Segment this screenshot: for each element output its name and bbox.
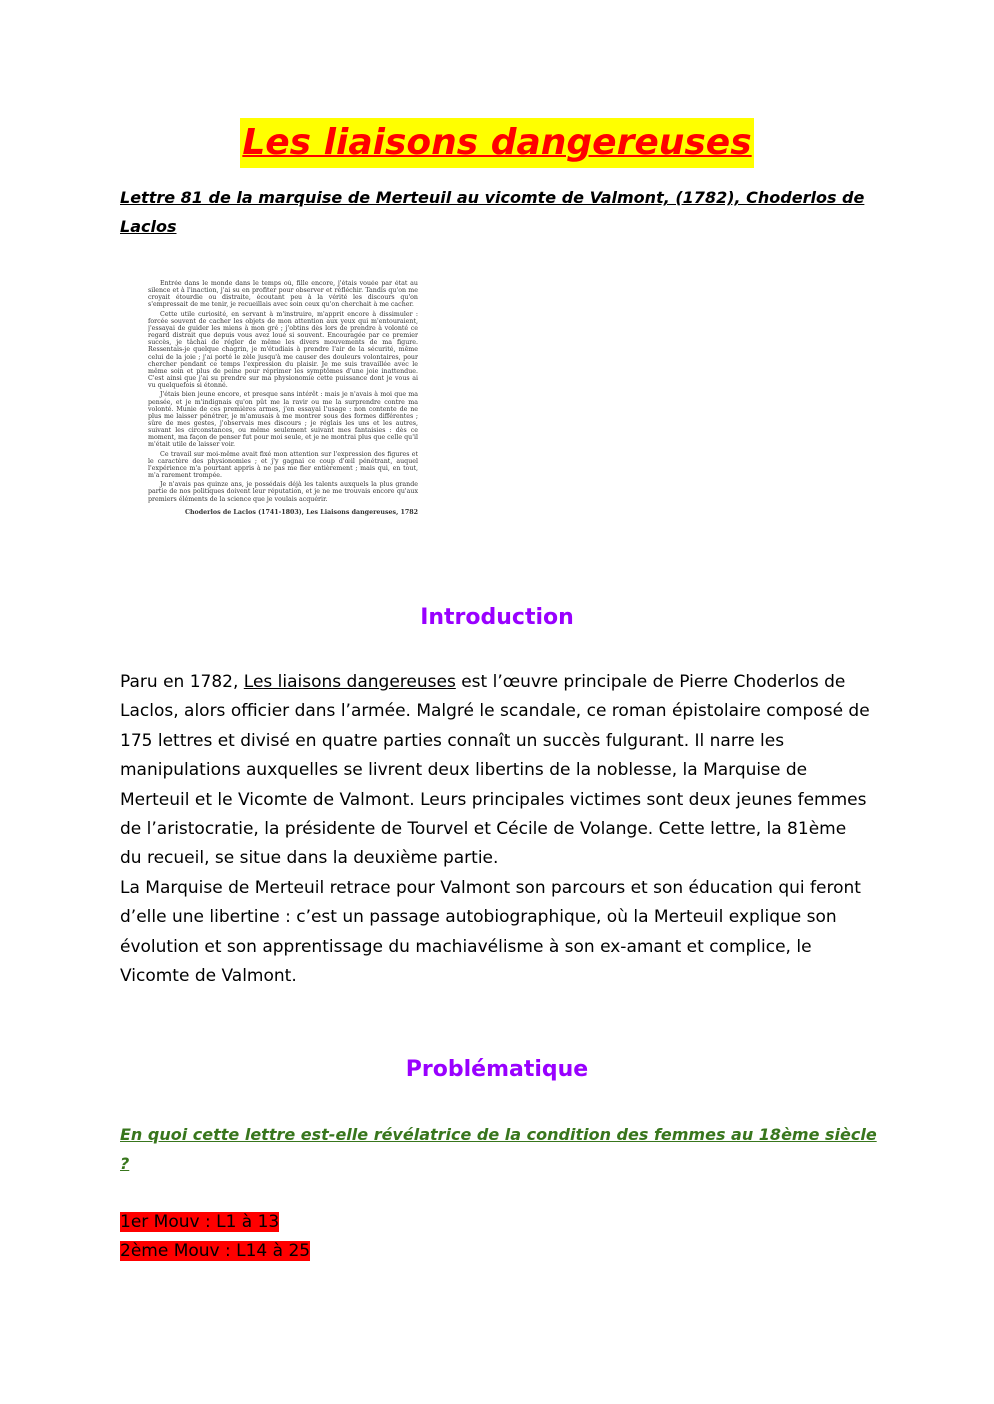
excerpt-paragraph: Cette utile curiosité, en servant à m'instruire, m'apprit encore à dissimuler : forcée souvent de cacher les objets de mon attention aux yeux qui m'entouraient, j'essayai de guider les miens à mon gré ; j'obtins dès lors de prendre à volonté ce regard distrait que depuis vous avez loué si souvent. Encouragée par ce premier succès, je tâchai de régler de même les divers mouvements de ma figure. Ressentais-je quelque chagrin, je m'étudiais à prendre l'air de la sécurité, même celui de la joie ; j'ai porté le zèle jusqu'à me causer des douleurs volontaires, pour chercher pendant ce temps l'expression du plaisir. Je me suis travaillée avec le même soin et plus de peine pour réprimer les symptômes d'une joie inattendue. C'est ainsi que j'ai su prendre sur ma physionomie cette puissance dont je vous ai vu quelquefois si étonné.: [148, 310, 418, 390]
letter-excerpt-image: [148, 280, 418, 556]
excerpt-paragraph: J'étais bien jeune encore, et presque sans intérêt : mais je n'avais à moi que ma pensée, et je m'indignais qu'on pût me la ravir ou me la surprendre contre ma volonté. Munie de ces premières armes, j'en essayai l'usage : non contente de ne plus me laisser pénétrer, je m'amusais à me montrer sous des formes différentes ; sûre de mes gestes, j'observais mes discours ; je réglais les uns et les autres, suivant les circonstances, ou même seulement suivant mes fantaisies : dès ce moment, ma façon de penser fut pour moi seule, et je ne montrai plus que celle qu'il m'était utile de laisser voir.: [148, 391, 418, 449]
excerpt-paragraph: Ce travail sur moi-même avait fixé mon attention sur l'expression des figures et le caractère des physionomies ; et j'y gagnai ce coup d'œil pénétrant, auquel l'expérience m'a pourtant appris à ne pas me fier entièrement ; mais qui, en tout, m'a rarement trompée.: [148, 450, 418, 480]
introduction-paragraph-2: La Marquise de Merteuil retrace pour Valmont son parcours et son éducation qui feront d’elle une libertine : c’est un passage autobiographique, où la Merteuil explique son évolution et son apprentissage du machiavélisme à son ex-amant et complice, le Vicomte de Valmont.: [120, 877, 861, 987]
novel-title-link: Les liaisons dangereuses: [243, 672, 456, 692]
movement-1: 1er Mouv : L1 à 13: [120, 1212, 280, 1232]
problematique-heading: Problématique: [405, 1057, 589, 1082]
introduction-text: [120, 668, 872, 991]
document-subtitle: Lettre 81 de la marquise de Merteuil au vicomte de Valmont, (1782), Choderlos de Laclos: [120, 188, 865, 236]
excerpt-citation: Choderlos de Laclos (1741-1803), Les Liaisons dangereuses, 1782: [184, 508, 418, 516]
document-title: Les liaisons dangereuses: [240, 118, 753, 168]
problematique-question: En quoi cette lettre est-elle révélatrice de la condition des femmes au 18ème siècle ?: [120, 1125, 877, 1173]
movement-2: 2ème Mouv : L14 à 25: [120, 1241, 311, 1261]
excerpt-paragraph: Je n'avais pas quinze ans, je possédais déjà les talents auxquels la plus grande partie de nos politiques doivent leur réputation, et je ne me trouvais encore qu'aux premiers éléments de la science que je voulais acquérir.: [148, 481, 418, 503]
excerpt-paragraph: Entrée dans le monde dans le temps où, fille encore, j'étais vouée par état au silence et à l'inaction, j'ai su en profiter pour observer et réfléchir. Tandis qu'on me croyait étourdie ou distraite, écoutant peu à la vérité les discours qu'on s'empressait de me tenir, je recueillais avec soin ceux qu'on cherchait à me cacher.: [148, 280, 418, 309]
introduction-paragraph-1: Paru en 1782, Les liaisons dangereuses est l’œuvre principale de Pierre Choderlos de Laclos, alors officier dans l’armée. Malgré le scandale, ce roman épistolaire composé de 175 lettres et divisé en quatre parties connaît un succès fulgurant. Il narre les manipulations auxquelles se livrent deux libertins de la noblesse, la Marquise de Merteuil et le Vicomte de Valmont. Leurs principales victimes sont deux jeunes femmes de l’aristocratie, la présidente de Tourvel et Cécile de Volange. Cette lettre, la 81ème du recueil, se situe dans la deuxième partie.: [120, 672, 870, 869]
introduction-heading: Introduction: [420, 605, 574, 630]
title-wrapper: [0, 118, 994, 168]
